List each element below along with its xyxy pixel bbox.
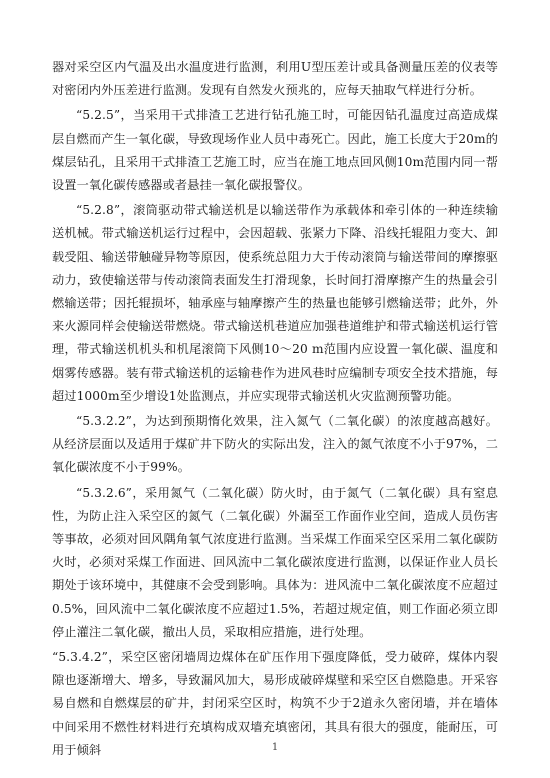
paragraph: “5.3.2.2”，为达到预期惰化效果，注入氮气（二氧化碳）的浓度越高越好。从经济层面以及适用于煤矿井下防火的实际出发，注入的氮气浓度不小于97%，二氧化碳浓度不小于99%。 [52, 414, 498, 475]
paragraph: “5.2.8”，滚筒驱动带式输送机是以输送带作为承载体和牵引体的一种连续输送机械。带式输送机运行过程中，会因超载、张紧力下降、沿线托辊阻力变大、卸载受阻、输送带触碰异物等原因，使系统总阻力大于传动滚筒与输送带间的摩擦驱动力，致使输送带与传动滚筒表面发生打滑现象，长时间打滑摩擦产生的热量会引燃输送带；因托辊损坏，轴承座与轴摩擦产生的热量也能够引燃输送带；此外，外来火源同样会使输送带燃烧。带式输送机巷道应加强巷道维护和带式输送机运行管理，带式输送机机头和机尾滚筒下风侧10～20 m范围内应设置一氧化碳、温度和烟雾传感器。装有带式输送机的运输巷作为进风巷时应编制专项安全技术措施，每超过1000m至少增设1处监测点，并应实现带式输送机火灾监测预警功能。 [52, 203, 498, 403]
paragraph: “5.3.2.6”，采用氮气（二氧化碳）防火时，由于氮气（二氧化碳）具有窒息性，为防止注入采空区的氮气（二氧化碳）外漏至工作面作业空间，造成人员伤害等事故，必须对回风隅角氧气浓度进行监测。当采煤工作面采空区采用二氧化碳防火时，必须对采煤工作面进、回风流中二氧化碳浓度进行监测，以保证作业人员长期处于该环境中，其健康不会受到影响。具体为：进风流中二氧化碳浓度不应超过0.5%，回风流中二氧化碳浓度不应超过1.5%，若超过规定值，则工作面必须立即停止灌注二氧化碳，撤出人员，采取相应措施，进行处理。 [52, 485, 498, 639]
page-number: 1 [271, 742, 279, 753]
body-text [52, 56, 498, 762]
paragraph: 器对采空区内气温及出水温度进行监测，利用U型压差计或具备测量压差的仪表等对密闭内外压差进行监测。发现有自然发火预兆的，应每天抽取气样进行分析。 [52, 60, 498, 98]
paragraph: “5.2.5”，当采用干式排渣工艺进行钻孔施工时，可能因钻孔温度过高造成煤层自燃而产生一氧化碳，导致现场作业人员中毒死亡。因此，施工长度大于20m的煤层钻孔，且采用干式排渣工艺施工时，应当在施工地点回风侧10m范围内同一帮设置一氧化碳传感器或者悬挂一氧化碳报警仪。 [52, 108, 498, 193]
paragraph: “5.3.4.2”，采空区密闭墙周边煤体在矿压作用下强度降低，受力破碎，煤体内裂隙也逐渐增大、增多，导致漏风加大，易形成破碎煤壁和采空区自燃隐患。开采容易自燃和自燃煤层的矿井，封闭采空区时，构筑不少于2道永久密闭墙，并在墙体中间采用不燃性材料进行充填构成双墙充填密闭，其具有很大的强度，能耐压，可用于倾斜 [52, 650, 498, 757]
